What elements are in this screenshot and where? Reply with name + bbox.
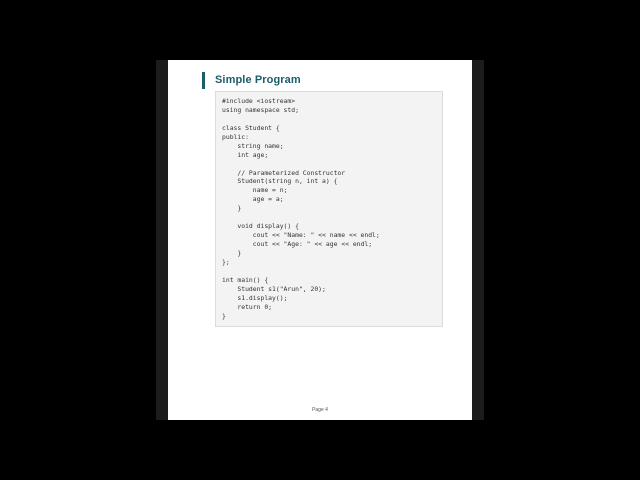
code-line: age = a; xyxy=(222,195,284,204)
code-line: return 0; xyxy=(222,302,273,311)
code-line: class Student { xyxy=(222,123,280,132)
code-block xyxy=(215,91,443,327)
code-line: cout << "Age: " << age << endl; xyxy=(222,240,373,248)
code-line: // Parameterized Constructor xyxy=(222,168,346,177)
page-number: Page 4 xyxy=(312,407,328,413)
code-line: Student(string n, int a) { xyxy=(222,177,338,186)
code-line: s1.display(); xyxy=(222,293,288,302)
document-page xyxy=(168,60,472,420)
code-line: #include <iostream> xyxy=(222,97,296,105)
code-line: int main() { xyxy=(222,275,269,284)
heading-text: Simple Program xyxy=(215,74,301,86)
code-line: }; xyxy=(222,257,230,266)
code-line: int age; xyxy=(222,150,269,159)
code-line xyxy=(222,115,436,124)
code-line: string name; xyxy=(222,141,284,150)
code-line: } xyxy=(222,311,226,320)
page-edge-left xyxy=(156,60,168,420)
section-heading xyxy=(202,71,301,89)
code-line xyxy=(222,160,436,169)
code-line: name = n; xyxy=(222,186,288,195)
code-line: } xyxy=(222,204,242,213)
code-line: public: xyxy=(222,132,249,141)
page-edge-right xyxy=(472,60,484,420)
code-line xyxy=(222,267,436,276)
code-line: void display() { xyxy=(222,222,299,231)
code-line: using namespace std; xyxy=(222,105,299,114)
code-line: Student s1("Arun", 20); xyxy=(222,284,326,293)
heading-accent-bar xyxy=(202,72,205,89)
code-line: cout << "Name: " << name << endl; xyxy=(222,231,380,240)
code-line: } xyxy=(222,248,242,257)
code-line xyxy=(222,213,436,222)
